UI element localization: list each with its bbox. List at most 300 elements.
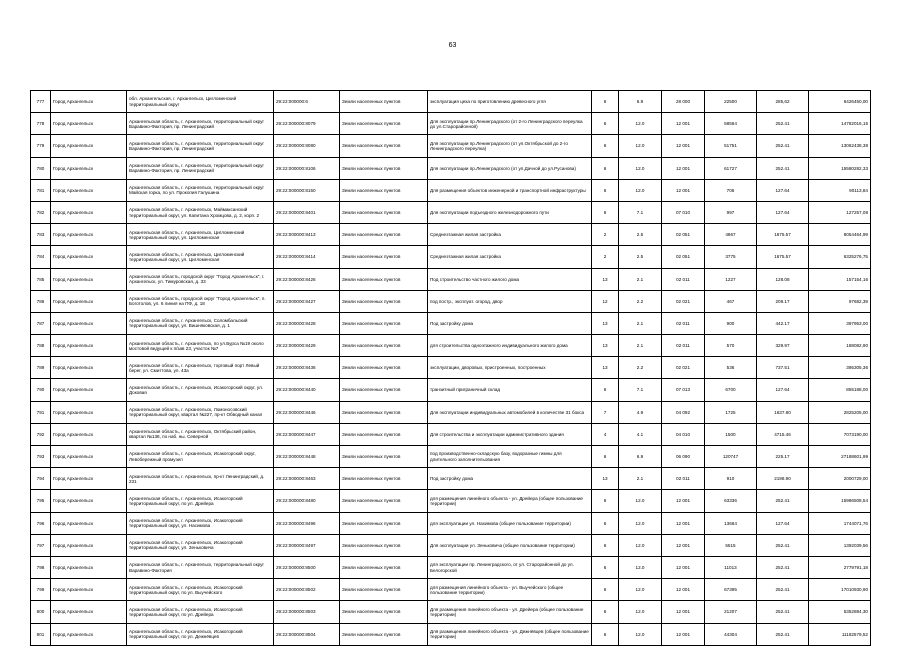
cell-address: Архангельская область, г. Архангельск, Исакогорский округ, Левобережный промузел bbox=[127, 446, 274, 468]
cell-land-category: Земли населенных пунктов bbox=[340, 534, 428, 556]
cell-use-code: 7.1 bbox=[619, 379, 662, 401]
cell-specific-value: 209.17 bbox=[757, 290, 809, 312]
cell-group-code: 6 bbox=[592, 534, 619, 556]
cell-permitted-use: для эксплуатации ул. Нахимова (общее пользование территории) bbox=[428, 512, 592, 534]
cell-use-code: 12.0 bbox=[619, 490, 662, 512]
cell-area: 1500 bbox=[705, 423, 757, 445]
cell-cadastral-value: 90113,84 bbox=[809, 179, 871, 201]
cell-address: Архангельская область, г. Архангельск, Цигломенский территориальный округ, ул. Цигломенская bbox=[127, 246, 274, 268]
cell-specific-value: 1675.57 bbox=[757, 246, 809, 268]
cell-row-number: 783 bbox=[31, 224, 51, 246]
cell-group-code: 13 bbox=[592, 312, 619, 334]
cell-use-code: 12.0 bbox=[619, 601, 662, 623]
cell-classifier-code: 12 001 bbox=[662, 579, 705, 601]
cell-municipality: Город Архангельск bbox=[51, 113, 127, 135]
cell-land-category: Земли населенных пунктов bbox=[340, 290, 428, 312]
cell-land-category: Земли населенных пунктов bbox=[340, 91, 428, 113]
cell-group-code: 13 bbox=[592, 468, 619, 490]
cell-group-code: 6 bbox=[592, 512, 619, 534]
cell-row-number: 779 bbox=[31, 135, 51, 157]
cell-cadastral-number: 29:22:000000:8106 bbox=[274, 157, 340, 179]
cell-group-code: 2 bbox=[592, 246, 619, 268]
cell-municipality: Город Архангельск bbox=[51, 246, 127, 268]
cell-use-code: 2.1 bbox=[619, 268, 662, 290]
table-row bbox=[31, 379, 871, 401]
cell-group-code: 6 bbox=[592, 113, 619, 135]
cell-use-code: 2.5 bbox=[619, 224, 662, 246]
cell-land-category: Земли населенных пунктов bbox=[340, 446, 428, 468]
cell-classifier-code: 12 001 bbox=[662, 490, 705, 512]
cell-cadastral-value: 157154,16 bbox=[809, 268, 871, 290]
cell-land-category: Земли населенных пунктов bbox=[340, 556, 428, 578]
cell-municipality: Город Архангельск bbox=[51, 490, 127, 512]
table-row bbox=[31, 490, 871, 512]
cell-permitted-use: Для размещения объектов инженерной и транспортной инфраструктуры bbox=[428, 179, 592, 201]
cell-group-code: 6 bbox=[592, 135, 619, 157]
cell-permitted-use: Под застройку дома bbox=[428, 312, 592, 334]
cell-cadastral-number: 29:22:000000:6 bbox=[274, 91, 340, 113]
cell-area: 13664 bbox=[705, 512, 757, 534]
cell-classifier-code: 02 011 bbox=[662, 335, 705, 357]
cell-specific-value: 127.64 bbox=[757, 201, 809, 223]
cell-permitted-use: Для эксплуатации пр.Ленинградского (от ул.Дачной до ул.Русанова) bbox=[428, 157, 592, 179]
cell-address: Архангельская область, г. Архангельск, территориальный округ Варавино-Фактория, пр. Ленинградский bbox=[127, 135, 274, 157]
cell-permitted-use: Для эксплуатации пр.Ленинградского (от ул.Октябрьской до 2-го Ленинградского переулка) bbox=[428, 135, 592, 157]
cell-specific-value: 252.41 bbox=[757, 135, 809, 157]
cell-permitted-use: эксплуатация цеха по приготовлению древесного угля bbox=[428, 91, 592, 113]
cell-group-code: 2 bbox=[592, 224, 619, 246]
cell-cadastral-value: 17010930,90 bbox=[809, 579, 871, 601]
cell-group-code: 13 bbox=[592, 357, 619, 379]
table-row bbox=[31, 556, 871, 578]
cell-area: 44304 bbox=[705, 623, 757, 645]
cell-address: Архангельская область, г. Архангельск, Исакогорский территориальный округ, ул. Зеньковича bbox=[127, 534, 274, 556]
cell-land-category: Земли населенных пунктов bbox=[340, 357, 428, 379]
cell-permitted-use: Для размещения линейного объекта - ул. Дежнёвцев (общее пользование территории) bbox=[428, 623, 592, 645]
cell-municipality: Город Архангельск bbox=[51, 224, 127, 246]
table-row bbox=[31, 512, 871, 534]
cell-municipality: Город Архангельск bbox=[51, 468, 127, 490]
cell-area: 5515 bbox=[705, 534, 757, 556]
cell-cadastral-value: 13062438,38 bbox=[809, 135, 871, 157]
cell-cadastral-value: 2825205,00 bbox=[809, 401, 871, 423]
cell-use-code: 4.1 bbox=[619, 423, 662, 445]
cell-row-number: 786 bbox=[31, 290, 51, 312]
cell-permitted-use: Под застройку дома bbox=[428, 468, 592, 490]
cell-specific-value: 737.51 bbox=[757, 357, 809, 379]
cell-cadastral-value: 2779791,18 bbox=[809, 556, 871, 578]
cell-specific-value: 127.64 bbox=[757, 512, 809, 534]
cell-land-category: Земли населенных пунктов bbox=[340, 512, 428, 534]
cell-cadastral-value: 27188601,99 bbox=[809, 446, 871, 468]
cell-use-code: 12.0 bbox=[619, 179, 662, 201]
cell-group-code: 12 bbox=[592, 290, 619, 312]
cell-cadastral-value: 397953,00 bbox=[809, 312, 871, 334]
cell-classifier-code: 02 011 bbox=[662, 312, 705, 334]
cell-cadastral-value: 6325276,75 bbox=[809, 246, 871, 268]
table-row bbox=[31, 201, 871, 223]
cell-land-category: Земли населенных пунктов bbox=[340, 401, 428, 423]
cell-specific-value: 252.41 bbox=[757, 534, 809, 556]
cell-permitted-use: Для эксплуатации индивидуальных автомобилей в количестве 31 бокса bbox=[428, 401, 592, 423]
cell-group-code: 6 bbox=[592, 91, 619, 113]
cell-permitted-use: для размещения линейного объекта - ул. Выучейского (общее пользование территории) bbox=[428, 579, 592, 601]
cell-group-code: 6 bbox=[592, 601, 619, 623]
cell-land-category: Земли населенных пунктов bbox=[340, 490, 428, 512]
cell-cadastral-number: 29:22:000000:8440 bbox=[274, 379, 340, 401]
cell-group-code: 6 bbox=[592, 579, 619, 601]
cell-cadastral-number: 29:22:000000:8401 bbox=[274, 201, 340, 223]
cell-row-number: 781 bbox=[31, 179, 51, 201]
page-number: 63 bbox=[448, 42, 457, 49]
cell-cadastral-number: 29:22:000000:8500 bbox=[274, 556, 340, 578]
cell-municipality: Город Архангельск bbox=[51, 401, 127, 423]
cell-row-number: 785 bbox=[31, 268, 51, 290]
cell-permitted-use: под постр., эксплуат. огород, двор bbox=[428, 290, 592, 312]
cell-address: Архангельская область, г. Архангельск, Исакогорский территориальный округ, по ул. Дрейера bbox=[127, 490, 274, 512]
cell-area: 22500 bbox=[705, 91, 757, 113]
cell-row-number: 793 bbox=[31, 446, 51, 468]
cell-address: Архангельская область, г. Архангельск, по ул.Бурса №19 около мостовой ведущей к п/зав 23, участок №7 bbox=[127, 335, 274, 357]
cell-classifier-code: 12 001 bbox=[662, 623, 705, 645]
cell-cadastral-number: 29:22:000000:8480 bbox=[274, 490, 340, 512]
cell-address: Архангельская область, г. Архангельск, территориальный округ Варавино-Фактория, пр. Ленинградский bbox=[127, 113, 274, 135]
cell-land-category: Земли населенных пунктов bbox=[340, 468, 428, 490]
cell-use-code: 2.1 bbox=[619, 312, 662, 334]
table-row bbox=[31, 534, 871, 556]
cell-land-category: Земли населенных пунктов bbox=[340, 113, 428, 135]
cell-land-category: Земли населенных пунктов bbox=[340, 579, 428, 601]
cell-permitted-use: для строительства одноэтажного индивидуального жилого дома bbox=[428, 335, 592, 357]
cell-area: 910 bbox=[705, 468, 757, 490]
cell-classifier-code: 07 010 bbox=[662, 201, 705, 223]
cell-use-code: 7.1 bbox=[619, 201, 662, 223]
table-row bbox=[31, 91, 871, 113]
cell-group-code: 6 bbox=[592, 446, 619, 468]
cell-specific-value: 127.64 bbox=[757, 179, 809, 201]
cell-classifier-code: 02 021 bbox=[662, 357, 705, 379]
cell-cadastral-value: 97682,39 bbox=[809, 290, 871, 312]
cell-area: 570 bbox=[705, 335, 757, 357]
cell-use-code: 6.9 bbox=[619, 446, 662, 468]
cell-cadastral-value: 6426450,00 bbox=[809, 91, 871, 113]
cell-group-code: 6 bbox=[592, 490, 619, 512]
cell-address: Архангельская область, г. Архангельск, Исакогорский территориальный округ, по ул. Дежнёвцев bbox=[127, 623, 274, 645]
cell-area: 4867 bbox=[705, 224, 757, 246]
cell-use-code: 12.0 bbox=[619, 157, 662, 179]
cell-area: 467 bbox=[705, 290, 757, 312]
cell-classifier-code: 28 000 bbox=[662, 91, 705, 113]
cell-row-number: 794 bbox=[31, 468, 51, 490]
cell-row-number: 777 bbox=[31, 91, 51, 113]
cell-permitted-use: Среднеэтажная жилая застройка bbox=[428, 224, 592, 246]
cell-permitted-use: Среднеэтажная жилая застройка bbox=[428, 246, 592, 268]
cell-specific-value: 285,62 bbox=[757, 91, 809, 113]
cell-municipality: Город Архангельск bbox=[51, 556, 127, 578]
cell-address: Архангельская область, г. Архангельск, территориальный округ Майская горка, по ул. Прокопия Галушина bbox=[127, 179, 274, 201]
land-registry-table bbox=[30, 90, 871, 646]
cell-cadastral-value: 8054464,99 bbox=[809, 224, 871, 246]
cell-classifier-code: 04 010 bbox=[662, 423, 705, 445]
cell-address: Архангельская область, г. Архангельск, Исакогорский округ, ул. Доковая bbox=[127, 379, 274, 401]
cell-use-code: 12.0 bbox=[619, 556, 662, 578]
cell-municipality: Город Архангельск bbox=[51, 290, 127, 312]
cell-classifier-code: 12 001 bbox=[662, 512, 705, 534]
table-row bbox=[31, 601, 871, 623]
cell-address: Архангельская область, г. Архангельск, Исакогорский территориальный округ, ул. Насимова bbox=[127, 512, 274, 534]
table-row bbox=[31, 290, 871, 312]
table-row bbox=[31, 157, 871, 179]
cell-municipality: Город Архангельск bbox=[51, 379, 127, 401]
cell-land-category: Земли населенных пунктов bbox=[340, 179, 428, 201]
cell-use-code: 12.0 bbox=[619, 512, 662, 534]
cell-area: 997 bbox=[705, 201, 757, 223]
cell-cadastral-number: 29:22:000000:8447 bbox=[274, 423, 340, 445]
cell-group-code: 13 bbox=[592, 335, 619, 357]
cell-use-code: 2.2 bbox=[619, 290, 662, 312]
cell-use-code: 12.0 bbox=[619, 623, 662, 645]
cell-specific-value: 128.08 bbox=[757, 268, 809, 290]
cell-row-number: 799 bbox=[31, 579, 51, 601]
cell-group-code: 7 bbox=[592, 401, 619, 423]
cell-use-code: 12.0 bbox=[619, 113, 662, 135]
cell-permitted-use: транзитный приграничный склад bbox=[428, 379, 592, 401]
table-row bbox=[31, 246, 871, 268]
cell-specific-value: 2198.90 bbox=[757, 468, 809, 490]
cell-cadastral-number: 29:22:000000:8463 bbox=[274, 468, 340, 490]
cell-group-code: 6 bbox=[592, 179, 619, 201]
cell-permitted-use: Для эксплуатации подъездного железнодорожного пути bbox=[428, 201, 592, 223]
cell-address: Архангельская область, г. Архангельск, Цигломенский территориальный округ, ул. Цигломенская bbox=[127, 224, 274, 246]
table-row bbox=[31, 335, 871, 357]
cell-row-number: 778 bbox=[31, 113, 51, 135]
cell-address: Архангельская область, г. Архангельск, Исакогорский территориальный округ, по ул. Выучейского bbox=[127, 579, 274, 601]
cell-cadastral-number: 29:22:000000:8496 bbox=[274, 512, 340, 534]
table-body bbox=[31, 91, 871, 646]
cell-land-category: Земли населенных пунктов bbox=[340, 312, 428, 334]
cell-address: Архангельская область, г. Архангельск, Ломоносовский территориальный округ, квартал №227, пр-кт Обводный канал bbox=[127, 401, 274, 423]
table-row bbox=[31, 135, 871, 157]
cell-cadastral-value: 1744071,76 bbox=[809, 512, 871, 534]
cell-municipality: Город Архангельск bbox=[51, 512, 127, 534]
table-row bbox=[31, 401, 871, 423]
cell-use-code: 2.2 bbox=[619, 357, 662, 379]
cell-address: Архангельская область, г. Архангельск, территориальный округ Варавино-Фактория, пр. Ленинградский bbox=[127, 157, 274, 179]
cell-group-code: 6 bbox=[592, 623, 619, 645]
cell-row-number: 792 bbox=[31, 423, 51, 445]
cell-cadastral-number: 29:22:000000:8448 bbox=[274, 446, 340, 468]
cell-classifier-code: 02 051 bbox=[662, 246, 705, 268]
cell-municipality: Город Архангельск bbox=[51, 446, 127, 468]
cell-classifier-code: 12 001 bbox=[662, 113, 705, 135]
cell-row-number: 789 bbox=[31, 357, 51, 379]
cell-cadastral-value: 127257,08 bbox=[809, 201, 871, 223]
cell-land-category: Земли населенных пунктов bbox=[340, 623, 428, 645]
cell-land-category: Земли населенных пунктов bbox=[340, 423, 428, 445]
cell-cadastral-value: 14782016,15 bbox=[809, 113, 871, 135]
cell-land-category: Земли населенных пунктов bbox=[340, 601, 428, 623]
cell-land-category: Земли населенных пунктов bbox=[340, 268, 428, 290]
cell-area: 1725 bbox=[705, 401, 757, 423]
cell-municipality: Город Архангельск bbox=[51, 91, 127, 113]
cell-permitted-use: для эксплуатации пр. Ленинградского, от ул. Старорайонной до ул. Белогорской bbox=[428, 556, 592, 578]
cell-cadastral-number: 29:22:000000:8413 bbox=[274, 224, 340, 246]
cell-cadastral-value: 11182579,52 bbox=[809, 623, 871, 645]
table-row bbox=[31, 268, 871, 290]
cell-classifier-code: 02 051 bbox=[662, 224, 705, 246]
cell-cadastral-number: 29:22:000000:8497 bbox=[274, 534, 340, 556]
table-row bbox=[31, 468, 871, 490]
cell-municipality: Город Архангельск bbox=[51, 312, 127, 334]
table-row bbox=[31, 423, 871, 445]
cell-use-code: 4.9 bbox=[619, 401, 662, 423]
cell-specific-value: 442.17 bbox=[757, 312, 809, 334]
cell-cadastral-number: 29:22:000000:8150 bbox=[274, 179, 340, 201]
cell-permitted-use: эксплуатации, дворовых, пристроенных, построенных bbox=[428, 357, 592, 379]
cell-row-number: 782 bbox=[31, 201, 51, 223]
cell-specific-value: 252.41 bbox=[757, 556, 809, 578]
cell-use-code: 12.0 bbox=[619, 534, 662, 556]
cell-address: Архангельская область, г. Архангельск, Исакогорский территориальный округ, по ул. Дрейера bbox=[127, 601, 274, 623]
cell-specific-value: 252.41 bbox=[757, 113, 809, 135]
cell-cadastral-value: 2000729,00 bbox=[809, 468, 871, 490]
cell-land-category: Земли населенных пунктов bbox=[340, 201, 428, 223]
cell-cadastral-value: 15580282,33 bbox=[809, 157, 871, 179]
table-row bbox=[31, 357, 871, 379]
cell-cadastral-number: 29:22:000000:8502 bbox=[274, 579, 340, 601]
cell-address: Архангельская область, г. Архангельск, Октябрьский район, квартал №138, по наб. ны. Северной bbox=[127, 423, 274, 445]
cell-classifier-code: 12 001 bbox=[662, 179, 705, 201]
cell-use-code: 12.0 bbox=[619, 135, 662, 157]
cell-permitted-use: для размещения линейного объекта - ул. Дрейера (общее пользование территории) bbox=[428, 490, 592, 512]
cell-municipality: Город Архангельск bbox=[51, 579, 127, 601]
cell-cadastral-number: 29:22:000000:8414 bbox=[274, 246, 340, 268]
cell-cadastral-value: 5352884,30 bbox=[809, 601, 871, 623]
cell-specific-value: 252.41 bbox=[757, 490, 809, 512]
cell-land-category: Земли населенных пунктов bbox=[340, 135, 428, 157]
cell-classifier-code: 07 013 bbox=[662, 379, 705, 401]
table-row bbox=[31, 579, 871, 601]
cell-cadastral-number: 29:22:000000:8429 bbox=[274, 335, 340, 357]
cell-row-number: 788 bbox=[31, 335, 51, 357]
cell-land-category: Земли населенных пунктов bbox=[340, 246, 428, 268]
cell-cadastral-number: 29:22:000000:8427 bbox=[274, 290, 340, 312]
cell-cadastral-number: 29:22:000000:8079 bbox=[274, 113, 340, 135]
cell-cadastral-value: 1392039,56 bbox=[809, 534, 871, 556]
cell-cadastral-number: 29:22:000000:8503 bbox=[274, 601, 340, 623]
cell-specific-value: 252.41 bbox=[757, 601, 809, 623]
cell-classifier-code: 12 001 bbox=[662, 556, 705, 578]
cell-municipality: Город Архангельск bbox=[51, 623, 127, 645]
cell-cadastral-value: 188082,90 bbox=[809, 335, 871, 357]
cell-cadastral-number: 29:22:000000:8428 bbox=[274, 312, 340, 334]
cell-classifier-code: 12 001 bbox=[662, 601, 705, 623]
cell-use-code: 12.0 bbox=[619, 579, 662, 601]
cell-specific-value: 252.41 bbox=[757, 623, 809, 645]
cell-classifier-code: 06 090 bbox=[662, 446, 705, 468]
cell-area: 900 bbox=[705, 312, 757, 334]
cell-classifier-code: 12 001 bbox=[662, 135, 705, 157]
cell-municipality: Город Архангельск bbox=[51, 268, 127, 290]
cell-area: 67395 bbox=[705, 579, 757, 601]
cell-cadastral-value: 395305,36 bbox=[809, 357, 871, 379]
cell-cadastral-number: 29:22:000000:8436 bbox=[274, 357, 340, 379]
cell-row-number: 798 bbox=[31, 556, 51, 578]
cell-classifier-code: 04 092 bbox=[662, 401, 705, 423]
cell-group-code: 6 bbox=[592, 379, 619, 401]
cell-cadastral-number: 29:22:000000:8504 bbox=[274, 623, 340, 645]
cell-area: 1227 bbox=[705, 268, 757, 290]
cell-permitted-use: Для строительства и эксплуатации административного здания bbox=[428, 423, 592, 445]
cell-municipality: Город Архангельск bbox=[51, 357, 127, 379]
cell-group-code: 4 bbox=[592, 423, 619, 445]
cell-row-number: 797 bbox=[31, 534, 51, 556]
cell-classifier-code: 12 001 bbox=[662, 157, 705, 179]
cell-group-code: 6 bbox=[592, 201, 619, 223]
cell-row-number: 801 bbox=[31, 623, 51, 645]
cell-row-number: 791 bbox=[31, 401, 51, 423]
cell-row-number: 796 bbox=[31, 512, 51, 534]
cell-permitted-use: под производственно-складскую базу, водоразные гимны для длительного заполнительования bbox=[428, 446, 592, 468]
cell-classifier-code: 02 011 bbox=[662, 268, 705, 290]
cell-area: 21207 bbox=[705, 601, 757, 623]
table-row bbox=[31, 623, 871, 645]
cell-specific-value: 4715.46 bbox=[757, 423, 809, 445]
cell-area: 51751 bbox=[705, 135, 757, 157]
cell-area: 536 bbox=[705, 357, 757, 379]
cell-cadastral-number: 29:22:000000:8446 bbox=[274, 401, 340, 423]
table-row bbox=[31, 113, 871, 135]
cell-municipality: Город Архангельск bbox=[51, 201, 127, 223]
cell-row-number: 780 bbox=[31, 157, 51, 179]
cell-group-code: 13 bbox=[592, 268, 619, 290]
cell-land-category: Земли населенных пунктов bbox=[340, 335, 428, 357]
cell-row-number: 787 bbox=[31, 312, 51, 334]
table-row bbox=[31, 179, 871, 201]
cell-permitted-use: Для эксплуатации ул. Зеньковича (общее пользование территории) bbox=[428, 534, 592, 556]
cell-municipality: Город Архангельск bbox=[51, 534, 127, 556]
cell-cadastral-number: 29:22:000000:8426 bbox=[274, 268, 340, 290]
cell-row-number: 800 bbox=[31, 601, 51, 623]
cell-area: 63336 bbox=[705, 490, 757, 512]
cell-address: Архангельская область, г. Архангельск, Соломбальский территориальный округ, ул. Вишняковская, д. 1 bbox=[127, 312, 274, 334]
cell-area: 11013 bbox=[705, 556, 757, 578]
cell-address: Архангельская область, г. Архангельск, Маймаксанский территориальный округ, ул. Капитана Хромцова, д. 2, корп. 2 bbox=[127, 201, 274, 223]
cell-specific-value: 1675.57 bbox=[757, 224, 809, 246]
cell-area: 3775 bbox=[705, 246, 757, 268]
cell-municipality: Город Архангельск bbox=[51, 135, 127, 157]
cell-specific-value: 225.17 bbox=[757, 446, 809, 468]
table-row bbox=[31, 224, 871, 246]
cell-area: 6700 bbox=[705, 379, 757, 401]
cell-specific-value: 252.41 bbox=[757, 579, 809, 601]
cell-specific-value: 252.41 bbox=[757, 157, 809, 179]
cell-municipality: Город Архангельск bbox=[51, 157, 127, 179]
cell-classifier-code: 02 011 bbox=[662, 468, 705, 490]
cell-municipality: Город Архангельск bbox=[51, 179, 127, 201]
cell-land-category: Земли населенных пунктов bbox=[340, 157, 428, 179]
cell-specific-value: 329.97 bbox=[757, 335, 809, 357]
cell-address: Архангельская область, городской округ "Город Архангельск", г. Архангельск, ул. Тимуровская, д. 33 bbox=[127, 268, 274, 290]
cell-address: обл. Архангельская, г. Архангельск, Цигломенский территориальный округ bbox=[127, 91, 274, 113]
cell-area: 58564 bbox=[705, 113, 757, 135]
cell-municipality: Город Архангельск bbox=[51, 601, 127, 623]
table-row bbox=[31, 446, 871, 468]
cell-use-code: 2.5 bbox=[619, 246, 662, 268]
cell-area: 61727 bbox=[705, 157, 757, 179]
cell-address: Архангельская область, г. Архангельск, пр-кт Ленинградский, д. 231 bbox=[127, 468, 274, 490]
cell-use-code: 2.1 bbox=[619, 335, 662, 357]
